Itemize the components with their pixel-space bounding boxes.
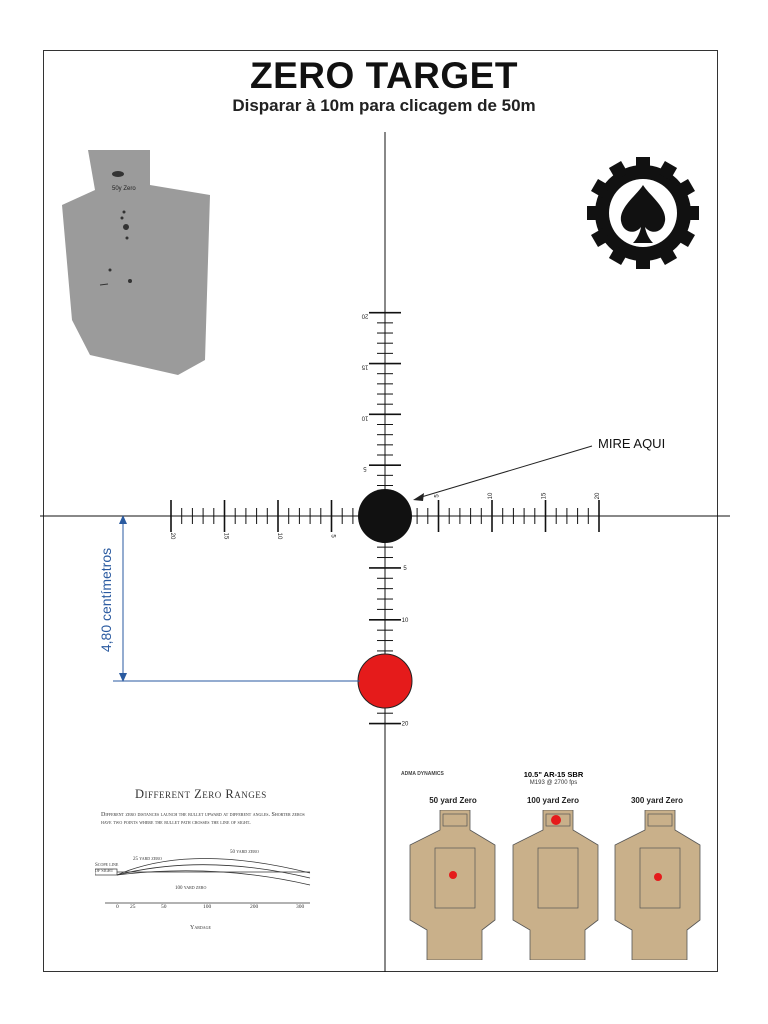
zero-chart-subtitle: M193 @ 2700 fps [529,780,578,786]
ipsc-target-silhouette [410,810,495,960]
tick-label: 5 [434,494,441,498]
zero-ranges-title: Different Zero Ranges [135,787,267,801]
curve-25-label: 25 yard zero [133,857,162,862]
zero-chart-title: 10.5" AR-15 SBR [523,770,584,779]
tick-label: 10 [401,617,409,624]
dot-50 [449,871,457,879]
tick-label: 10 [488,492,494,500]
curve-100-label: 100 yard zero [175,886,207,891]
x-tick: 50 [161,904,167,910]
x-tick: 200 [250,904,259,910]
zero-reference-chart [395,770,712,960]
aim-point-bullseye [358,489,412,543]
gear-tooth [587,206,601,220]
gear-tooth [685,206,699,220]
tick-label: 5 [329,534,336,538]
x-tick: 25 [130,904,136,910]
tick-label: 20 [169,532,175,540]
tick-label: 10 [361,414,369,421]
target-label-100: 100 yard Zero [526,796,580,805]
zero-ranges-description: Different zero distances launch the bullet upward at different angles. Shorter zeros have two points where the bullet path crosses the line of sight. [101,812,305,826]
gear-tooth [636,255,650,269]
impact-point-circle [358,654,412,708]
aim-arrow [418,446,592,498]
brand-logo: ADMA DYNAMICS [401,771,444,777]
gear-tooth [636,157,650,171]
aim-here-label: MIRE AQUI [598,436,666,451]
ipsc-target-silhouette [615,810,700,960]
scope-line-label: Scope line of sight [95,863,119,874]
x-tick: 100 [203,904,212,910]
tick-label: 15 [541,492,548,500]
shot-target-photo [62,150,210,375]
tick-label: 20 [361,312,369,319]
page-subtitle: Disparar à 10m para clicagem de 50m [232,96,536,115]
ipsc-target-silhouette [513,810,598,960]
page-title: ZERO TARGET [250,55,518,96]
tick-label: 20 [595,492,601,500]
dot-300 [654,873,662,881]
spade-gear-logo-icon [587,157,699,269]
tick-label: 5 [363,465,367,472]
yardage-label: Yardage [190,925,211,931]
x-tick: 0 [116,904,119,910]
dot-100 [551,815,561,825]
tick-label: 15 [361,363,369,370]
tick-label: 10 [276,532,282,540]
tick-label: 5 [403,565,407,572]
curve-50-label: 50 yard zero [230,850,259,855]
x-tick: 300 [296,904,305,910]
tick-label: 20 [401,721,409,728]
target-label-50: 50 yard Zero [429,796,477,805]
tick-label: 15 [222,532,229,540]
svg-text:50y Zero: 50y Zero [112,186,136,192]
zero-ranges-diagram [95,785,325,940]
target-label-300: 300 yard Zero [630,796,684,805]
ipsc-targets [395,810,712,960]
distance-measure-label: 4,80 centímetros [98,547,114,653]
